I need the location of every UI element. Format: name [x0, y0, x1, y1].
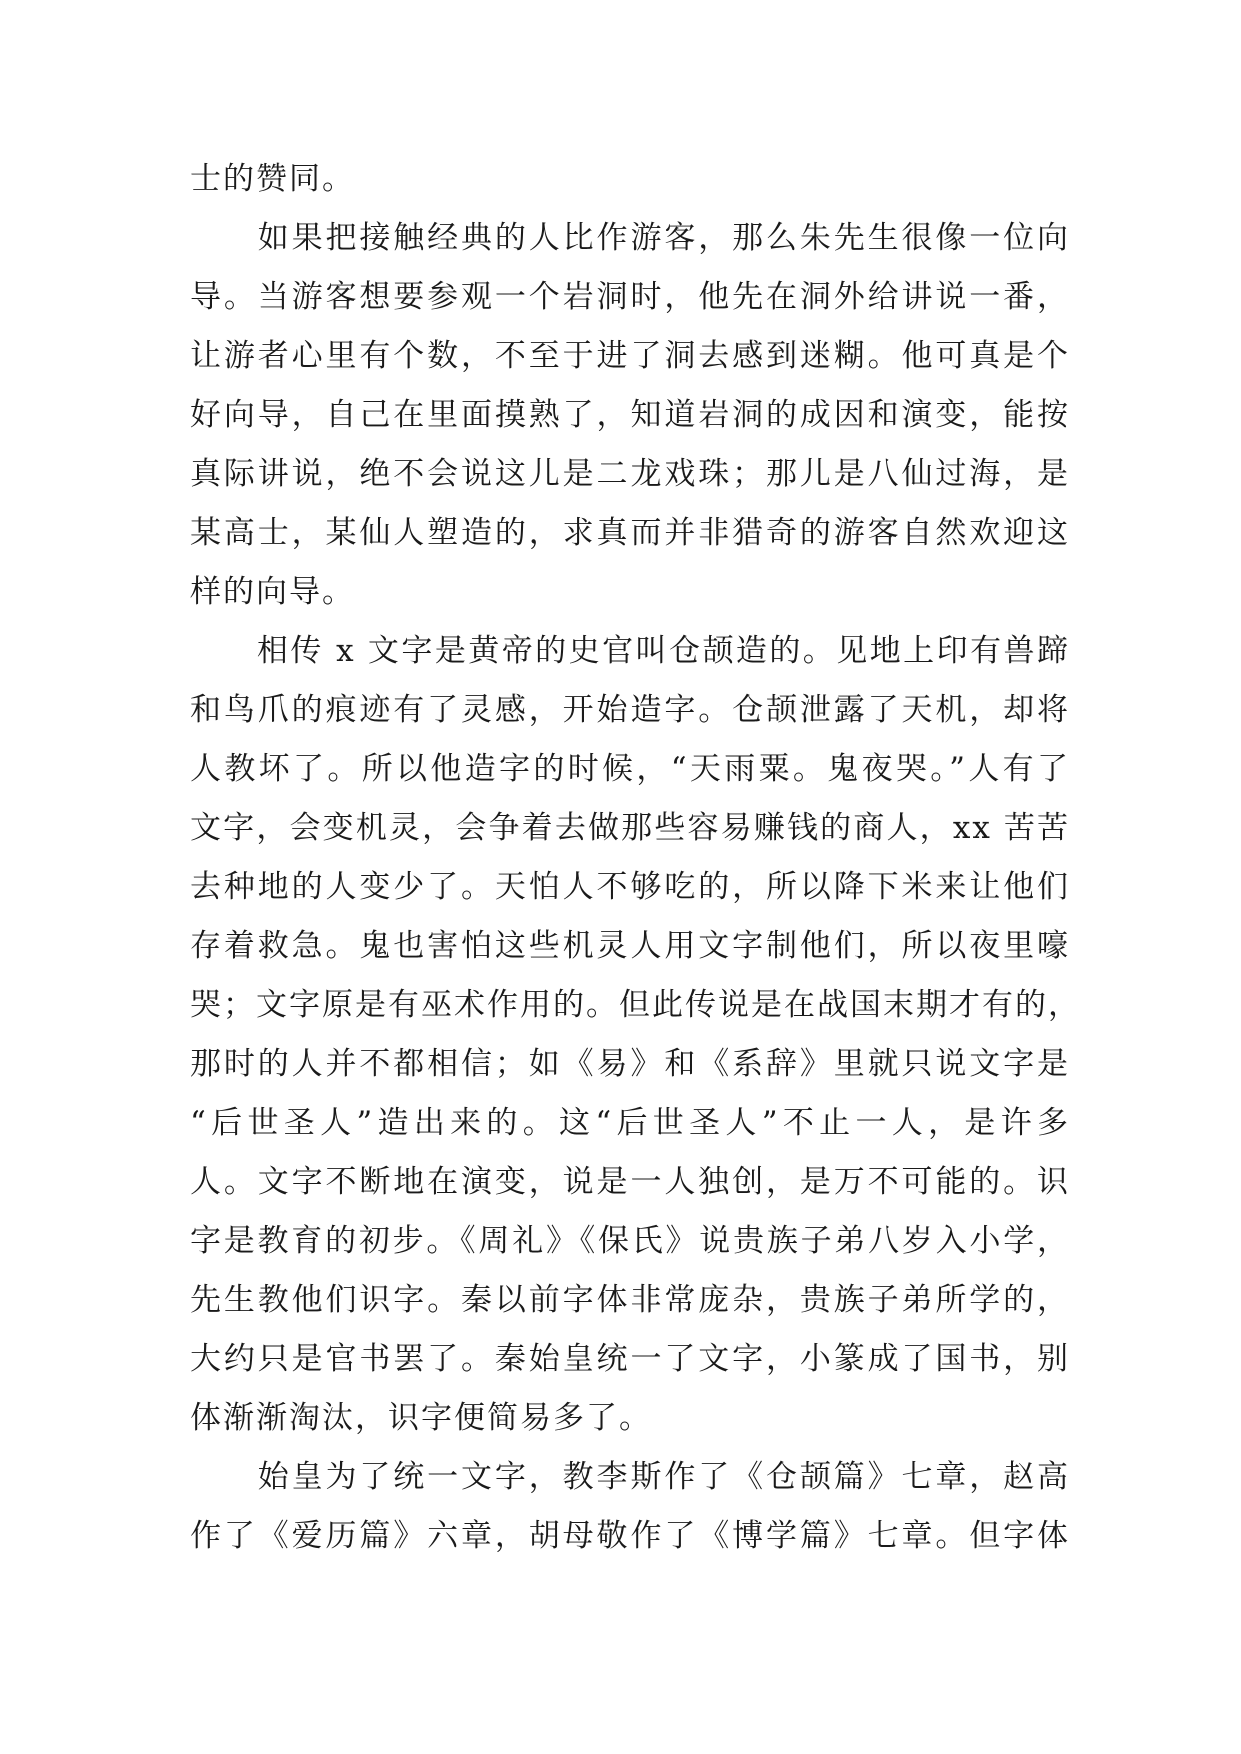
text-line: 士的赞同。 [190, 161, 355, 197]
text-line: 真际讲说，绝不会说这儿是二龙戏珠；那儿是八仙过海，是 [190, 456, 1070, 492]
text-line: 人。文字不断地在演变，说是一人独创，是万不可能的。识 [190, 1164, 1070, 1200]
text-line: 文字，会变机灵，会争着去做那些容易赚钱的商人，xx 苦苦 [190, 810, 1070, 846]
text-line: 体渐渐淘汰，识字便简易多了。 [190, 1400, 652, 1436]
text-line: 存着救急。鬼也害怕这些机灵人用文字制他们，所以夜里嚎 [190, 928, 1070, 964]
document-body-text [190, 150, 1081, 1566]
text-line: 让游者心里有个数，不至于进了洞去感到迷糊。他可真是个 [190, 338, 1070, 374]
text-line: 始皇为了统一文字，教李斯作了《仓颉篇》七章，赵高 [190, 1459, 1070, 1495]
text-line: 好向导，自己在里面摸熟了，知道岩洞的成因和演变，能按 [190, 397, 1070, 433]
text-line: 样的向导。 [190, 574, 355, 610]
text-line: 先生教他们识字。秦以前字体非常庞杂，贵族子弟所学的， [190, 1282, 1070, 1318]
text-line: 相传 x 文字是黄帝的史官叫仓颉造的。见地上印有兽蹄 [190, 633, 1070, 669]
text-line: 作了《爱历篇》六章，胡母敬作了《博学篇》七章。但字体 [190, 1518, 1070, 1554]
text-line: 大约只是官书罢了。秦始皇统一了文字，小篆成了国书，别 [190, 1341, 1070, 1377]
text-line: “后世圣人”造出来的。这“后世圣人”不止一人，是许多 [190, 1105, 1070, 1141]
text-line: 导。当游客想要参观一个岩洞时，他先在洞外给讲说一番， [190, 279, 1070, 315]
text-line: 哭；文字原是有巫术作用的。但此传说是在战国末期才有的， [190, 987, 1081, 1023]
text-line: 那时的人并不都相信；如《易》和《系辞》里就只说文字是 [190, 1046, 1070, 1082]
text-line: 和鸟爪的痕迹有了灵感，开始造字。仓颉泄露了天机，却将 [190, 692, 1070, 728]
text-line: 去种地的人变少了。天怕人不够吃的，所以降下米来让他们 [190, 869, 1070, 905]
text-line: 某高士，某仙人塑造的，求真而并非猎奇的游客自然欢迎这 [190, 515, 1070, 551]
text-line: 字是教育的初步。《周礼》《保氏》说贵族子弟八岁入小学， [190, 1223, 1070, 1259]
text-line: 人教坏了。所以他造字的时候，“天雨粟。鬼夜哭。”人有了 [190, 751, 1070, 787]
text-line: 如果把接触经典的人比作游客，那么朱先生很像一位向 [190, 220, 1070, 256]
